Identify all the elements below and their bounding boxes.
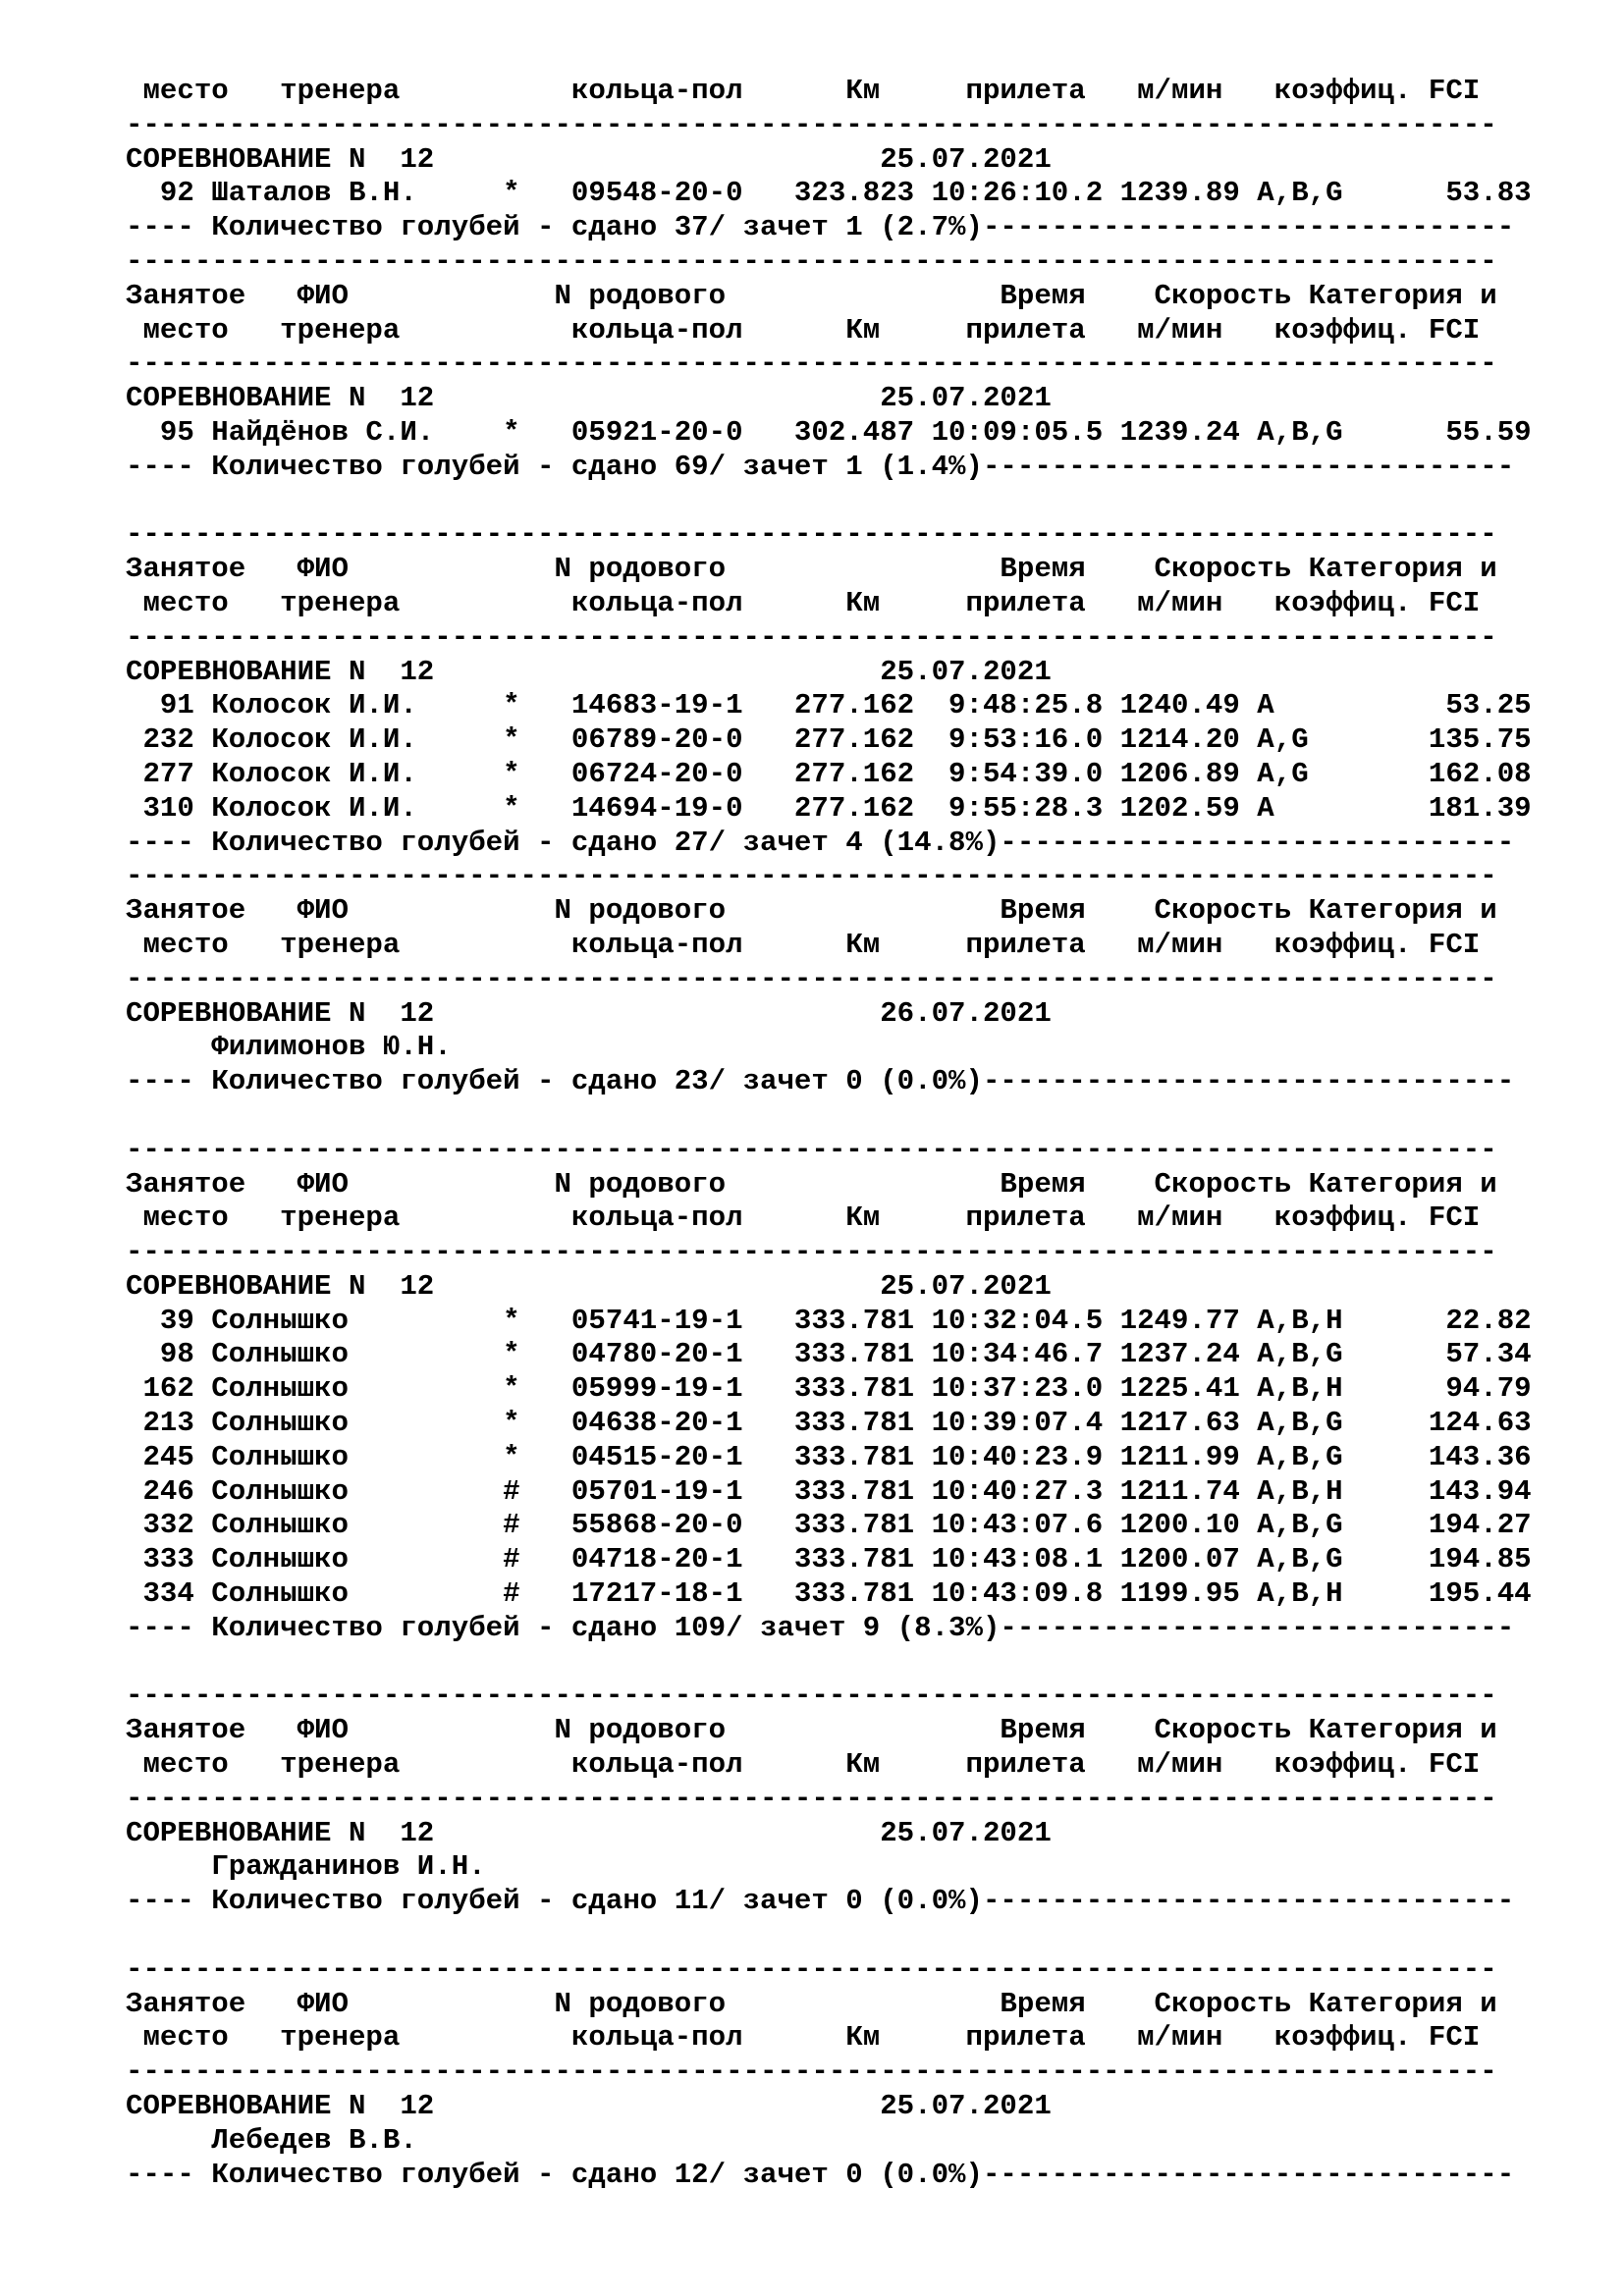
- competition-block: [126, 1953, 1598, 2193]
- summary-line: ---- Количество голубей - сдано 23/ зачет 0 (0.0%)-------------------------------: [126, 1065, 1515, 1098]
- result-row: 162 Солнышко * 05999-19-1 333.781 10:37:23.0 1225.41 A,B,H 94.79: [126, 1372, 1532, 1406]
- separator: --------------------------------------------------------------------------------: [126, 860, 1497, 893]
- separator: --------------------------------------------------------------------------------: [126, 1680, 1497, 1713]
- blank-line: [126, 485, 1598, 519]
- result-row: 277 Колосок И.И. * 06724-20-0 277.162 9:54:39.0 1206.89 A,G 162.08: [126, 757, 1532, 790]
- header-line-2: место тренера кольца-пол Км прилета м/мин коэффиц. FCI: [126, 928, 1481, 961]
- result-row: 98 Солнышко * 04780-20-1 333.781 10:34:46.7 1237.24 A,B,G 57.34: [126, 1338, 1532, 1371]
- header-line-2: место тренера кольца-пол Км прилета м/мин коэффиц. FCI: [126, 2021, 1481, 2055]
- header-line-1: Занятое ФИО N родового Время Скорость Категория и: [126, 553, 1497, 586]
- separator: --------------------------------------------------------------------------------: [126, 347, 1497, 381]
- separator: --------------------------------------------------------------------------------: [126, 620, 1497, 654]
- competition-line: СОРЕВНОВАНИЕ N 12 25.07.2021: [126, 655, 1052, 688]
- results-document: [126, 75, 1598, 2192]
- competition-line: СОРЕВНОВАНИЕ N 12 25.07.2021: [126, 382, 1052, 415]
- separator: --------------------------------------------------------------------------------: [126, 962, 1497, 995]
- header-line-1: Занятое ФИО N родового Время Скорость Категория и: [126, 1167, 1497, 1201]
- summary-line: ---- Количество голубей - сдано 11/ зачет 0 (0.0%)-------------------------------: [126, 1885, 1515, 1918]
- result-row: 39 Солнышко * 05741-19-1 333.781 10:32:04.5 1249.77 A,B,H 22.82: [126, 1304, 1532, 1337]
- trainer-name-line: Гражданинов И.Н.: [126, 1850, 486, 1884]
- header-line-2: место тренера кольца-пол Км прилета м/мин коэффиц. FCI: [126, 1748, 1481, 1782]
- blank-line: [126, 1919, 1598, 1953]
- competition-line: СОРЕВНОВАНИЕ N 12 25.07.2021: [126, 142, 1052, 176]
- competition-line: СОРЕВНОВАНИЕ N 12 26.07.2021: [126, 996, 1052, 1030]
- separator: --------------------------------------------------------------------------------: [126, 1952, 1497, 1986]
- result-row: 246 Солнышко # 05701-19-1 333.781 10:40:27.3 1211.74 A,B,H 143.94: [126, 1474, 1532, 1508]
- competition-line: СОРЕВНОВАНИЕ N 12 25.07.2021: [126, 1816, 1052, 1849]
- separator: --------------------------------------------------------------------------------: [126, 1782, 1497, 1815]
- summary-line: ---- Количество голубей - сдано 69/ зачет 1 (1.4%)-------------------------------: [126, 450, 1515, 483]
- header-line-2: место тренера кольца-пол Км прилета м/мин коэффиц. FCI: [126, 313, 1481, 347]
- header-line-2: место тренера кольца-пол Км прилета м/мин коэффиц. FCI: [126, 1201, 1481, 1235]
- blank-line: [126, 1099, 1598, 1134]
- blank-line: [126, 1646, 1598, 1681]
- competition-line: СОРЕВНОВАНИЕ N 12 25.07.2021: [126, 1269, 1052, 1303]
- result-row: 92 Шаталов В.Н. * 09548-20-0 323.823 10:26:10.2 1239.89 A,B,G 53.83: [126, 177, 1532, 210]
- header-line-1: Занятое ФИО N родового Время Скорость Категория и: [126, 279, 1497, 312]
- result-row: 332 Солнышко # 55868-20-0 333.781 10:43:07.6 1200.10 A,B,G 194.27: [126, 1509, 1532, 1542]
- result-row: 334 Солнышко # 17217-18-1 333.781 10:43:09.8 1199.95 A,B,H 195.44: [126, 1577, 1532, 1611]
- trainer-name-line: Филимонов Ю.Н.: [126, 1031, 452, 1064]
- separator: --------------------------------------------------------------------------------: [126, 518, 1497, 552]
- summary-line: ---- Количество голубей - сдано 27/ зачет 4 (14.8%)------------------------------: [126, 826, 1515, 859]
- competition-block: [126, 860, 1598, 1099]
- result-row: 245 Солнышко * 04515-20-1 333.781 10:40:23.9 1211.99 A,B,G 143.36: [126, 1440, 1532, 1473]
- header-line-2: место тренера кольца-пол Км прилета м/мин коэффиц. FCI: [126, 586, 1481, 619]
- competition-line: СОРЕВНОВАНИЕ N 12 25.07.2021: [126, 2090, 1052, 2123]
- result-row: 310 Колосок И.И. * 14694-19-0 277.162 9:55:28.3 1202.59 A 181.39: [126, 791, 1532, 825]
- summary-line: ---- Количество голубей - сдано 12/ зачет 0 (0.0%)-------------------------------: [126, 2158, 1515, 2191]
- competition-block: [126, 143, 1598, 245]
- separator: --------------------------------------------------------------------------------: [126, 1236, 1497, 1269]
- competition-block: [126, 518, 1598, 860]
- summary-line: ---- Количество голубей - сдано 109/ зачет 9 (8.3%)------------------------------: [126, 1611, 1515, 1644]
- competition-block: [126, 1680, 1598, 1919]
- header-line-1: Занятое ФИО N родового Время Скорость Категория и: [126, 894, 1497, 928]
- result-row: 333 Солнышко # 04718-20-1 333.781 10:43:08.1 1200.07 A,B,G 194.85: [126, 1543, 1532, 1576]
- header-line-1: Занятое ФИО N родового Время Скорость Категория и: [126, 1987, 1497, 2020]
- competition-block: [126, 245, 1598, 485]
- header-line-1: Занятое ФИО N родового Время Скорость Категория и: [126, 1714, 1497, 1747]
- separator: --------------------------------------------------------------------------------: [126, 1133, 1497, 1166]
- trainer-name-line: Лебедев В.В.: [126, 2123, 417, 2157]
- competition-block: [126, 1134, 1598, 1646]
- separator: --------------------------------------------------------------------------------: [126, 2056, 1497, 2089]
- result-row: 213 Солнышко * 04638-20-1 333.781 10:39:07.4 1217.63 A,B,G 124.63: [126, 1407, 1532, 1440]
- summary-line: ---- Количество голубей - сдано 37/ зачет 1 (2.7%)-------------------------------: [126, 211, 1515, 244]
- header-line-2: место тренера кольца-пол Км прилета м/мин коэффиц. FCI: [126, 75, 1481, 107]
- result-row: 232 Колосок И.И. * 06789-20-0 277.162 9:53:16.0 1214.20 A,G 135.75: [126, 723, 1532, 757]
- result-row: 95 Найдёнов С.И. * 05921-20-0 302.487 10:09:05.5 1239.24 A,B,G 55.59: [126, 415, 1532, 449]
- separator: --------------------------------------------------------------------------------: [126, 108, 1497, 141]
- separator: --------------------------------------------------------------------------------: [126, 244, 1497, 278]
- result-row: 91 Колосок И.И. * 14683-19-1 277.162 9:48:25.8 1240.49 A 53.25: [126, 689, 1532, 722]
